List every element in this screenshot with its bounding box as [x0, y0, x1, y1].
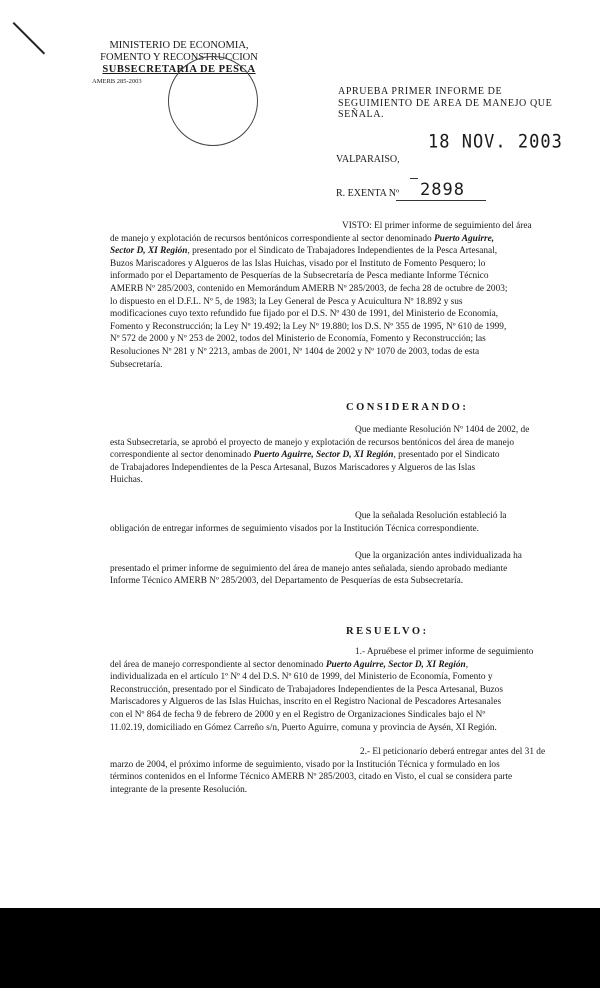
- considerando-p1: [110, 424, 568, 487]
- considerando-p2-line: obligación de entregar informes de seguimiento visados por la Institución Técnica correspondiente.: [110, 523, 480, 534]
- visto-line: Fomento y Reconstrucción; la Ley Nº 19.492; la Ley Nº 19.880; los D.S. Nº 355 de 1995, Nº 610 de 1999,: [110, 321, 507, 332]
- visto-line: Buzos Mariscadores y Algueros de las Islas Huichas, visado por el Instituto de Fomento Pesquero; lo: [110, 258, 486, 269]
- header-code: AMERB 285-2003: [92, 78, 142, 85]
- resuelvo-item1-line: individualizada en el artículo 1º Nº 4 del D.S. Nº 610 de 1999, del Ministerio de Economía, Fomento y: [110, 672, 493, 683]
- considerando-p3-lead: Que la organización antes individualizada ha: [355, 551, 522, 561]
- visto-lead: VISTO: El primer informe de seguimiento del área: [342, 221, 532, 231]
- visto-line3: [110, 245, 568, 258]
- visto-line3-text: , presentado por el Sindicato de Trabajadores Independientes de la Pesca Artesanal,: [187, 246, 498, 257]
- place-label: VALPARAISO,: [336, 154, 400, 165]
- scan-border: [0, 908, 600, 988]
- resuelvo-item1-line: Mariscadores y Algueros de las Islas Huichas, inscrito en el Registro Nacional de Pescadores Artesanales: [110, 697, 502, 708]
- resuelvo-item1-place: Puerto Aguirre, Sector D, XI Región: [325, 659, 466, 670]
- visto-line: informado por el Departamento de Pesquerías de la Subsecretaría de Pesca mediante Informe Técnico: [110, 271, 489, 282]
- resolution-number: 2898: [420, 180, 465, 200]
- corner-mark: [13, 22, 46, 55]
- considerando-p1-text-end: , presentado por el Sindicato: [393, 450, 500, 461]
- title-line1: APRUEBA PRIMER INFORME DE: [338, 86, 503, 97]
- visto-line: AMERB Nº 285/2003, contenido en Memorándum AMERB Nº 285/2003, de fecha 28 de octubre de 2003;: [110, 283, 508, 294]
- title-line2: SEGUIMIENTO DE AREA DE MANEJO QUE: [338, 97, 553, 109]
- visto-line: lo dispuesto en el D.F.L. Nº 5, de 1983; la Ley General de Pesca y Acuicultura Nº 18.892 y sus: [110, 296, 463, 307]
- considerando-p1-line3: [110, 449, 568, 462]
- considerando-p1-line: Huichas.: [110, 475, 143, 486]
- ministry-line1: MINISTERIO DE ECONOMIA,: [109, 40, 249, 51]
- resuelvo-item1-line2: [110, 659, 568, 672]
- resuelvo-item1-lead: 1.- Apruébese el primer informe de seguimiento: [355, 647, 534, 657]
- considerando-p3: [110, 550, 568, 588]
- considerando-p2: [110, 510, 568, 535]
- ministry-line2: FOMENTO Y RECONSTRUCCION: [100, 52, 258, 63]
- visto-place-name: Puerto Aguirre,: [434, 233, 495, 244]
- resuelvo-item2-lead: 2.- El peticionario deberá entregar antes del 31 de: [360, 747, 546, 757]
- considerando-p3-line: Informe Técnico AMERB Nº 285/2003, del Departamento de Pesquerías de esta Subsecretaría.: [110, 576, 464, 587]
- visto-line: modificaciones cuyo texto refundido fue fijado por el D.S. Nº 430 de 1991, del Ministerio de Economía,: [110, 309, 499, 320]
- resuelvo-item1-text: del área de manejo correspondiente al sector denominado: [110, 659, 326, 670]
- resuelvo-item1-comma: ,: [465, 659, 469, 670]
- considerando-p1-text: correspondiente al sector denominado: [110, 450, 254, 461]
- considerando-p1-line: esta Subsecretaría, se aprobó el proyecto de manejo y explotación de recursos bentónicos del área de manejo: [110, 437, 514, 448]
- document-title: [338, 86, 568, 121]
- resuelvo-item2-line: marzo de 2004, el próximo informe de seguimiento, visado por la Institución Técnica y formulado en los: [110, 759, 500, 770]
- visto-line2: [110, 233, 568, 246]
- resuelvo-item2-line: términos contenidos en el Informe Técnico AMERB Nº 285/2003, citado en Visto, el cual se considera parte: [110, 772, 513, 783]
- title-line3: SEÑALA.: [338, 109, 385, 120]
- resuelvo-item2: [110, 746, 568, 796]
- visto-line: Resoluciones Nº 281 y Nº 2213, ambas de 2001, Nº 1404 de 2002 y Nº 1070 de 2003, todas de esta: [110, 346, 480, 357]
- resuelvo-item1: [110, 646, 568, 734]
- considerando-p3-line: presentado el primer informe de seguimiento del área de manejo antes señalada, siendo aprobado mediante: [110, 563, 508, 574]
- considerando-p1-line: de Trabajadores Independientes de la Pesca Artesanal, Buzos Mariscadores y Algueros de las Islas: [110, 462, 476, 473]
- subsecretaria-line: SUBSECRETARIA DE PESCA: [102, 64, 256, 75]
- considerando-p1-place: Puerto Aguirre, Sector D, XI Región: [253, 450, 394, 461]
- considerando-p2-lead: Que la señalada Resolución estableció la: [355, 511, 507, 521]
- visto-line2-text: de manejo y explotación de recursos bentónicos correspondiente al sector denominado: [110, 233, 434, 244]
- visto-section: [110, 220, 568, 371]
- visto-sector-name: Sector D, XI Región: [110, 246, 188, 257]
- visto-line: Subsecretaría.: [110, 359, 163, 370]
- resolution-label: R. EXENTA Nº: [336, 188, 400, 199]
- considerando-p1-lead: Que mediante Resolución Nº 1404 de 2002, de: [355, 425, 530, 435]
- resuelvo-item2-line: integrante de la presente Resolución.: [110, 784, 248, 795]
- resuelvo-heading: RESUELVO:: [346, 626, 429, 637]
- visto-line: Nº 572 de 2000 y Nº 253 de 2002, todos del Ministerio de Economía, Fomento y Reconstrucción; las: [110, 334, 486, 345]
- resolution-underline: [396, 200, 486, 201]
- considerando-heading: CONSIDERANDO:: [346, 402, 469, 413]
- date-stamp: 18 NOV. 2003: [428, 131, 563, 153]
- date-dash: [410, 178, 418, 179]
- resuelvo-item1-line: con el Nº 864 de fecha 9 de febrero de 2000 y en el Registro de Organizaciones Sindicales bajo el Nº: [110, 709, 486, 720]
- resuelvo-item1-line: Reconstrucción, presentado por el Sindicato de Trabajadores Independientes de la Pesca Artesanal, Buzos: [110, 684, 503, 695]
- resuelvo-item1-line: 11.02.19, domiciliado en Gómez Carreño s/n, Puerto Aguirre, comuna y provincia de Aysén, XI Región.: [110, 722, 497, 733]
- official-seal: [168, 56, 258, 146]
